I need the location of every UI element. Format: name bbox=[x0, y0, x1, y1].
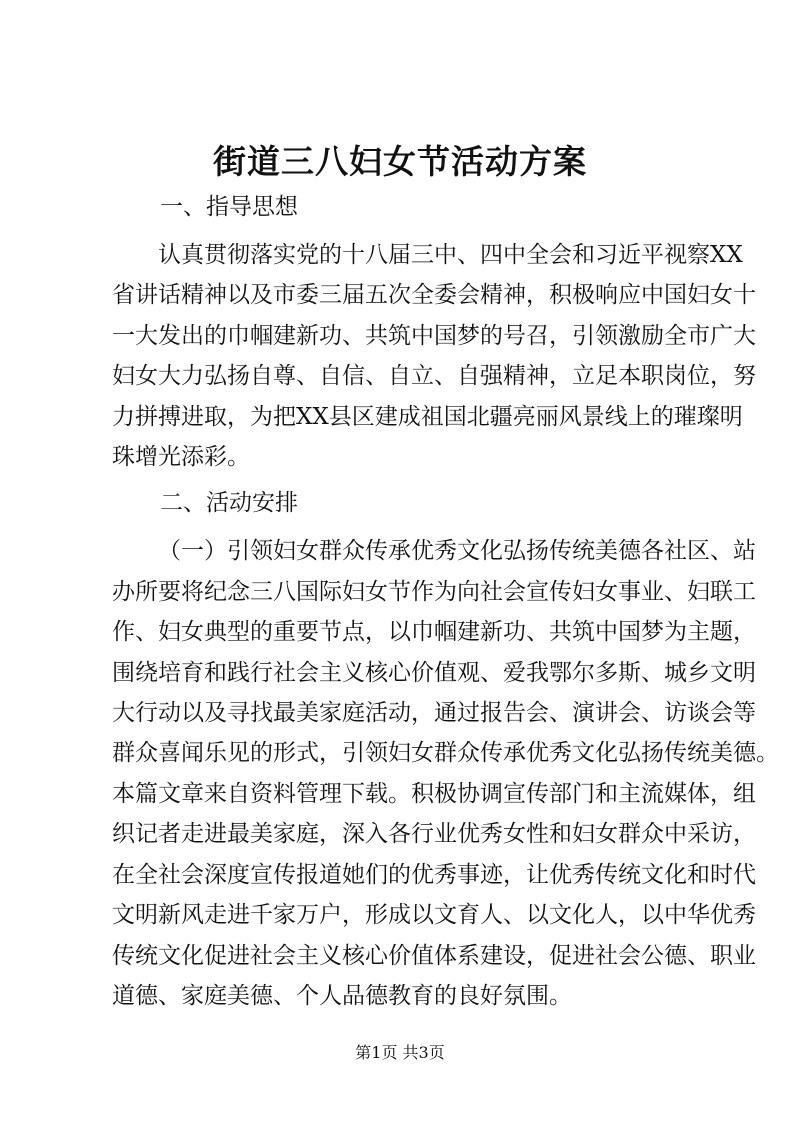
text-line: 办所要将纪念三八国际妇女节作为向社会宣传妇女事业、妇联工 bbox=[112, 578, 756, 605]
text-line: 一大发出的巾帼建新功、共筑中国梦的号召，引领激励全市广大 bbox=[112, 322, 756, 349]
text-line: 力拼搏进取，为把XX县区建成祖国北疆亮丽风景线上的璀璨明 bbox=[112, 403, 743, 430]
text-line: 围绕培育和践行社会主义核心价值观、爱我鄂尔多斯、城乡文明 bbox=[112, 659, 756, 686]
document-body bbox=[112, 189, 779, 1024]
page-number-footer: 第1页 共3页 bbox=[355, 1043, 445, 1062]
text-line: 珠增光添彩。 bbox=[112, 444, 250, 471]
text-line: 妇女大力弘扬自尊、自信、自立、自强精神，立足本职岗位，努 bbox=[112, 363, 756, 390]
text-line: （一）引领妇女群众传承优秀文化弘扬传统美德各社区、站 bbox=[158, 538, 756, 565]
text-line: 作、妇女典型的重要节点，以巾帼建新功、共筑中国梦为主题， bbox=[112, 619, 756, 646]
paragraph-guiding-ideology bbox=[112, 235, 756, 485]
text-line: 群众喜闻乐见的形式，引领妇女群众传承优秀文化弘扬传统美德。 bbox=[112, 740, 779, 767]
paragraph-activity-arrangement bbox=[112, 531, 779, 1024]
document-title: 街道三八妇女节活动方案 bbox=[213, 142, 587, 181]
section-heading-guiding-ideology: 一、指导思想 bbox=[160, 194, 298, 220]
text-line: 大行动以及寻找最美家庭活动，通过报告会、演讲会、访谈会等 bbox=[112, 700, 756, 727]
text-line: 本篇文章来自资料管理下载。积极协调宣传部门和主流媒体，组 bbox=[112, 780, 756, 807]
text-line: 文明新风走进千家万户，形成以文育人、以文化人，以中华优秀 bbox=[112, 902, 756, 929]
text-line: 认真贯彻落实党的十八届三中、四中全会和习近平视察XX bbox=[158, 242, 743, 268]
text-line: 传统文化促进社会主义核心价值体系建设，促进社会公德、职业 bbox=[112, 942, 756, 969]
text-line: 道德、家庭美德、个人品德教育的良好氛围。 bbox=[112, 982, 572, 1009]
text-line: 织记者走进最美家庭，深入各行业优秀女性和妇女群众中采访， bbox=[112, 821, 756, 848]
text-line: 在全社会深度宣传报道她们的优秀事迹，让优秀传统文化和时代 bbox=[112, 861, 756, 888]
section-heading-activity-arrangement: 二、活动安排 bbox=[160, 490, 298, 517]
text-line: 省讲话精神以及市委三届五次全委会精神，积极响应中国妇女十 bbox=[112, 282, 756, 309]
